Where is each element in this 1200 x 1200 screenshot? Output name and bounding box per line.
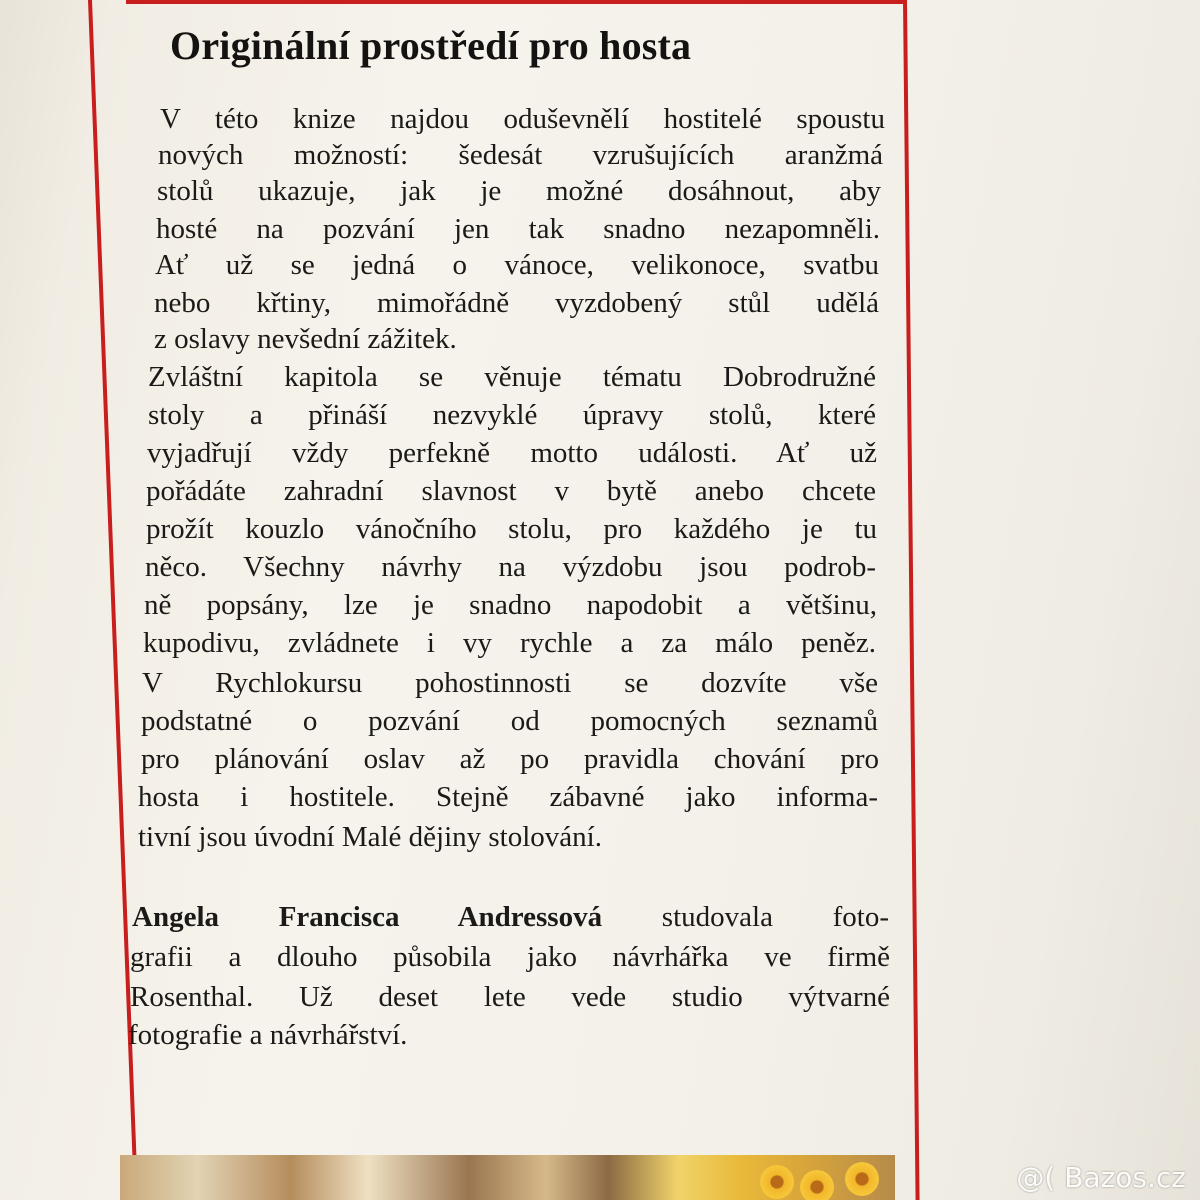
text-line: nových možností: šedesát vzrušujících aranžmá <box>158 139 883 171</box>
author-line <box>132 900 889 934</box>
right-red-border <box>903 0 920 1200</box>
text-line: tivní jsou úvodní Malé dějiny stolování. <box>138 821 602 853</box>
author-line: fotografie a návrhářství. <box>128 1019 408 1051</box>
text-line: hosté na pozvání jen tak snadno nezapomněli. <box>156 213 880 245</box>
author-name: Angela Francisca Andressová <box>132 901 603 933</box>
text-line: stolů ukazuje, jak je možné dosáhnout, aby <box>157 175 881 207</box>
flower-image <box>800 1170 834 1200</box>
text-line: nebo křtiny, mimořádně vyzdobený stůl udělá <box>154 287 879 319</box>
author-line: grafii a dlouho působila jako návrhářka ve firmě <box>130 941 890 973</box>
text-line: V Rychlokursu pohostinnosti se dozvíte vše <box>142 667 878 699</box>
text-line: něco. Všechny návrhy na výzdobu jsou podrob- <box>145 551 876 583</box>
text-line: pořádáte zahradní slavnost v bytě anebo chcete <box>146 475 876 507</box>
bazos-watermark: @( Bazos.cz <box>1016 1161 1186 1194</box>
text-line: prožít kouzlo vánočního stolu, pro každého je tu <box>146 513 877 545</box>
text-line: ně popsány, lze je snadno napodobit a většinu, <box>144 589 877 621</box>
text-line: stoly a přináší nezvyklé úpravy stolů, které <box>148 399 876 431</box>
text-line: z oslavy nevšední zážitek. <box>154 323 457 355</box>
text-line: kupodivu, zvládnete i vy rychle a za málo peněz. <box>143 627 876 659</box>
text-line: pro plánování oslav až po pravidla chování pro <box>141 743 879 775</box>
text-line: vyjadřují vždy perfekně motto události. Ať už <box>147 437 877 469</box>
author-line: Rosenthal. Už deset lete vede studio výtvarné <box>130 981 890 1013</box>
text-line: V této knize najdou oduševnělí hostitelé spoustu <box>160 103 885 135</box>
author-bio-start: studovala foto- <box>661 901 890 933</box>
text-line: Ať už se jedná o vánoce, velikonoce, svatbu <box>155 249 879 281</box>
page-title: Originální prostředí pro hosta <box>170 23 692 68</box>
text-line: podstatné o pozvání od pomocných seznamů <box>141 705 878 737</box>
flower-image <box>760 1165 794 1199</box>
top-red-border <box>126 0 906 4</box>
text-line: hosta i hostitele. Stejně zábavné jako informa- <box>138 781 878 813</box>
text-line: Zvláštní kapitola se věnuje tématu Dobrodružné <box>148 361 876 393</box>
flower-image <box>845 1162 879 1196</box>
